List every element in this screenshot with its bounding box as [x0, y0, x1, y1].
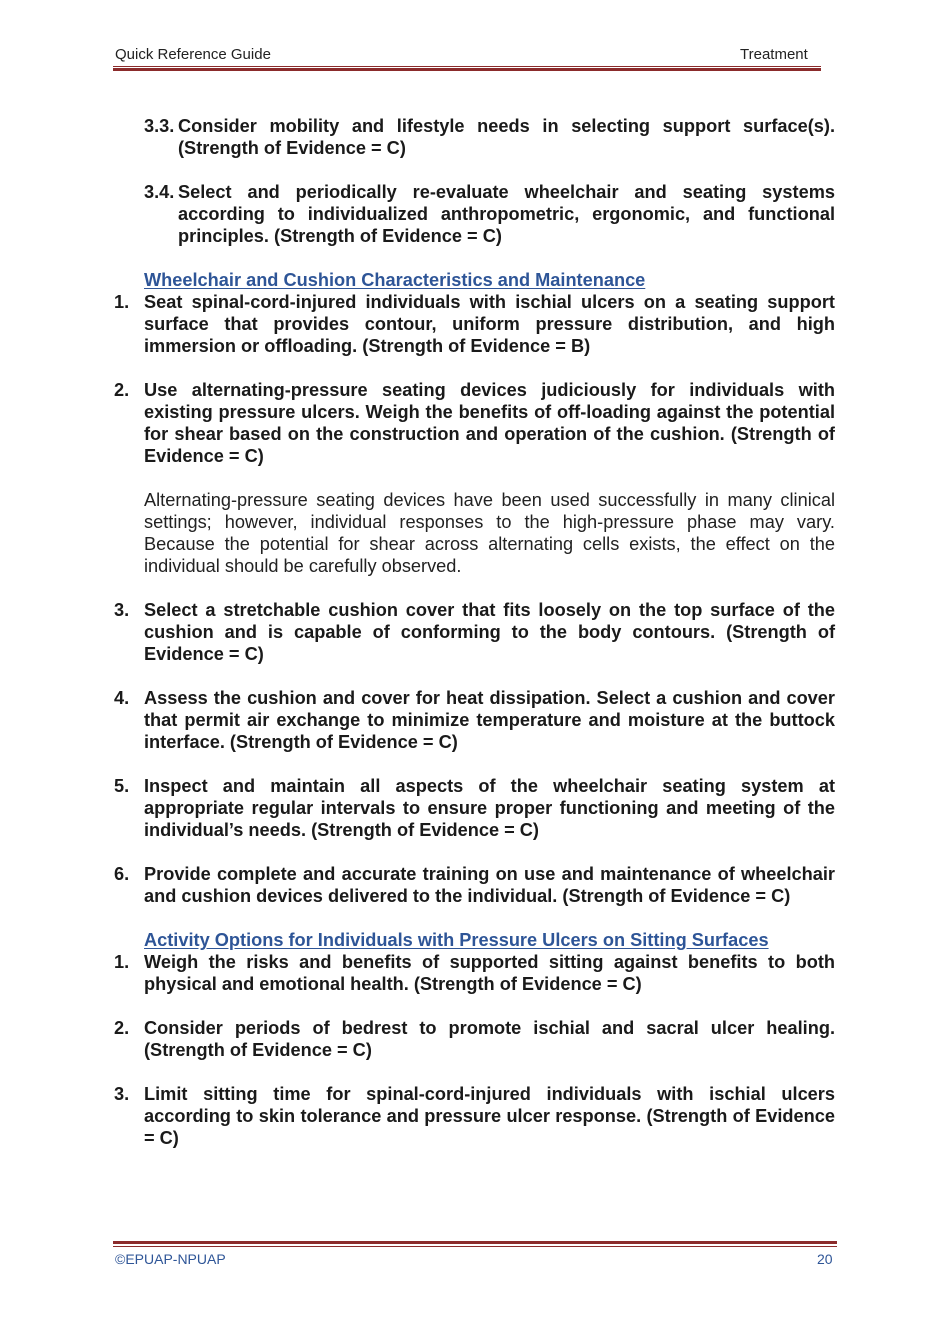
item-text: Select and periodically re-evaluate wheelchair and seating systems according to individualized anthropometric, ergonomic, and functional principles. (Strength of Evidence = C) — [178, 182, 835, 246]
header-rule-thick — [113, 68, 821, 71]
list-item — [114, 291, 835, 357]
list-item — [114, 379, 835, 467]
footer-rule-thick — [113, 1241, 837, 1244]
item-number: 6. — [114, 864, 130, 884]
section-heading: Wheelchair and Cushion Characteristics and Maintenance — [144, 270, 646, 290]
item-text: Consider periods of bedrest to promote ischial and sacral ulcer healing. (Strength of Evidence = C) — [144, 1018, 835, 1060]
item-text: Inspect and maintain all aspects of the wheelchair seating system at appropriate regular intervals to ensure proper functioning and meeting of the individual’s needs. (Strength of Evidence = C) — [144, 776, 835, 840]
list-item — [144, 115, 835, 159]
header-rule — [113, 66, 821, 67]
item-text: Seat spinal-cord-injured individuals with ischial ulcers on a seating support surface that provides contour, uniform pressure distribution, and high immersion or offloading. (Strength of Evidence = B) — [144, 292, 835, 356]
item-number: 4. — [114, 688, 130, 708]
list-item — [114, 1017, 835, 1061]
section-heading: Activity Options for Individuals with Pressure Ulcers on Sitting Surfaces — [144, 930, 769, 950]
list-item — [114, 599, 835, 665]
item-number: 3.4. — [144, 182, 175, 202]
list-item — [114, 951, 835, 995]
list-item — [114, 687, 835, 753]
item-text: Provide complete and accurate training on use and maintenance of wheelchair and cushion devices delivered to the individual. (Strength of Evidence = C) — [144, 864, 835, 906]
item-number: 2. — [114, 1018, 130, 1038]
footer-rule — [113, 1246, 837, 1247]
item-text: Use alternating-pressure seating devices judiciously for individuals with existing pressure ulcers. Weigh the benefits of off-loading against the potential for shear based on the construction and operation of the cushion. (Strength of Evidence = C) — [144, 380, 835, 466]
footer-copyright: ©EPUAP-NPUAP — [115, 1251, 226, 1267]
list-item — [114, 863, 835, 907]
header-title: Quick Reference Guide — [115, 46, 271, 63]
item-text: Assess the cushion and cover for heat dissipation. Select a cushion and cover that permit air exchange to minimize temperature and moisture at the buttock interface. (Strength of Evidence = C) — [144, 688, 835, 752]
item-number: 3. — [114, 600, 130, 620]
page-body — [114, 115, 835, 1149]
item-text: Select a stretchable cushion cover that fits loosely on the top surface of the cushion and is capable of conforming to the body contours. (Strength of Evidence = C) — [144, 600, 835, 664]
item-number: 1. — [114, 952, 130, 972]
item-text: Consider mobility and lifestyle needs in selecting support surface(s). (Strength of Evidence = C) — [178, 116, 835, 158]
item-number: 1. — [114, 292, 130, 312]
item-number: 3. — [114, 1084, 130, 1104]
list-item — [114, 1083, 835, 1149]
explanatory-note: Alternating-pressure seating devices have been used successfully in many clinical settings; however, individual responses to the high-pressure phase may vary. Because the potential for shear across alternating cells exists, the effect on the individual should be carefully observed. — [144, 490, 835, 576]
page-number: 20 — [817, 1251, 833, 1267]
item-number: 2. — [114, 380, 130, 400]
item-text: Weigh the risks and benefits of supported sitting against benefits to both physical and emotional health. (Strength of Evidence = C) — [144, 952, 835, 994]
item-number: 5. — [114, 776, 130, 796]
header-section: Treatment — [740, 46, 808, 63]
list-item — [114, 775, 835, 841]
list-item — [144, 181, 835, 247]
item-number: 3.3. — [144, 116, 175, 136]
item-text: Limit sitting time for spinal-cord-injured individuals with ischial ulcers according to skin tolerance and pressure ulcer response. (Strength of Evidence = C) — [144, 1084, 835, 1148]
